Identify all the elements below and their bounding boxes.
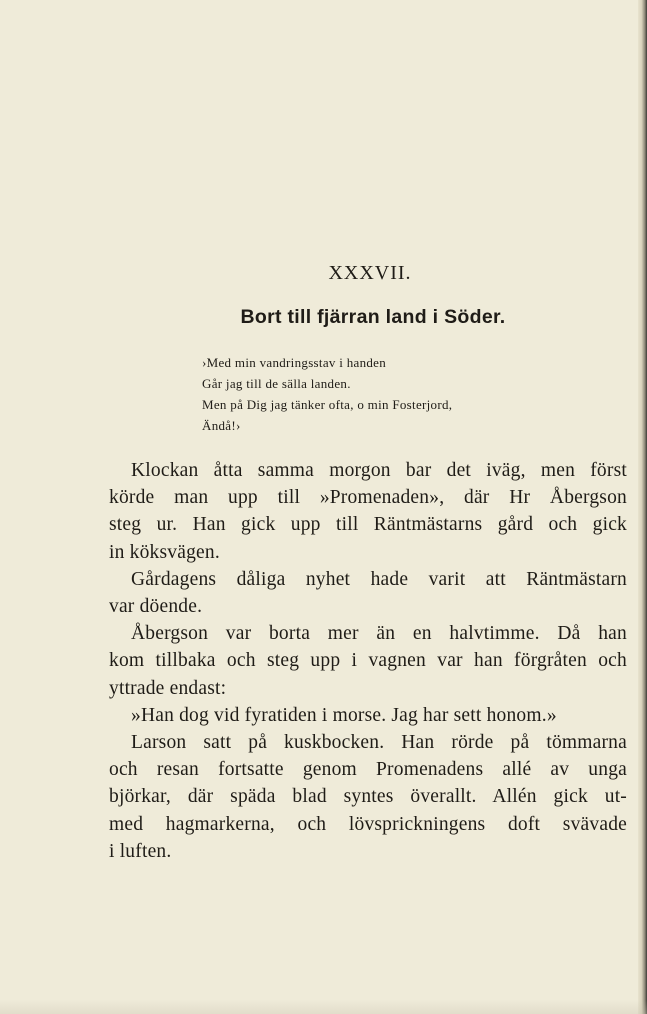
text-line: »Han dog vid fyratiden i morse. Jag har sett honom.»: [131, 704, 557, 726]
text-line: körde man upp till »Promenaden», där Hr Åbergson: [109, 487, 627, 509]
text-line: i luften.: [109, 840, 172, 862]
text-line: björkar, där späda blad syntes överallt. Allén gick ut-: [109, 786, 627, 808]
verse-line: ›Med min vandringsstav i handen: [202, 355, 387, 370]
paragraph: [109, 729, 627, 865]
body-text: [109, 457, 627, 865]
page-edge-shadow: [638, 0, 647, 1014]
page-bottom-shade: [0, 1000, 647, 1014]
verse-line: Ändå!›: [202, 418, 241, 433]
paragraph: [109, 457, 627, 566]
text-line: var döende.: [109, 596, 203, 618]
verse-line: Går jag till de sälla landen.: [202, 376, 351, 391]
text-line: Åbergson var borta mer än en halvtimme. Då han: [131, 623, 627, 645]
text-line: steg ur. Han gick upp till Räntmästarns gård och gick: [109, 514, 627, 536]
epigraph-verse: [202, 352, 562, 436]
chapter-title: Bort till fjärran land i Söder.: [240, 306, 506, 328]
text-line: Klockan åtta samma morgon bar det iväg, men först: [131, 460, 627, 481]
text-line: Larson satt på kuskbocken. Han rörde på tömmarna: [131, 732, 627, 754]
text-line: Gårdagens dåliga nyhet hade varit att Räntmästarn: [131, 568, 627, 590]
paragraph: [109, 702, 627, 729]
text-line: yttrade endast:: [109, 677, 227, 699]
text-line: med hagmarkerna, och lövsprickningens doft svävade: [109, 813, 627, 835]
text-line: och resan fortsatte genom Promenadens allé av unga: [109, 759, 627, 781]
paragraph: [109, 620, 627, 702]
chapter-number: XXXVII.: [328, 262, 412, 284]
paragraph: [109, 566, 627, 620]
text-line: in köksvägen.: [109, 541, 220, 563]
verse-line: Men på Dig jag tänker ofta, o min Fosterjord,: [202, 397, 453, 412]
text-line: kom tillbaka och steg upp i vagnen var han förgråten och: [109, 650, 627, 672]
